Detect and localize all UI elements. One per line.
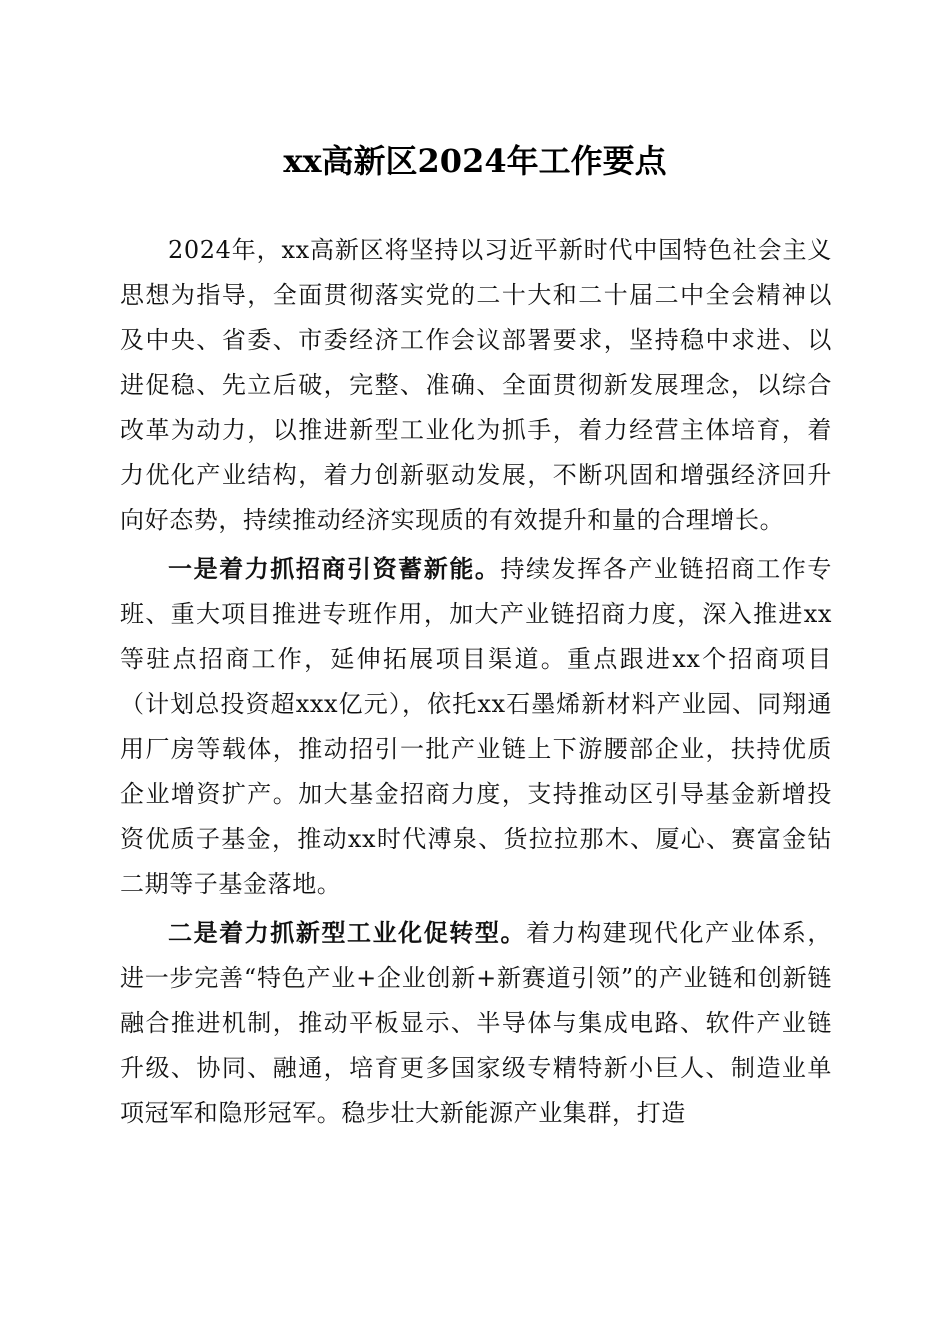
paragraph-lead: 一是着力抓招商引资蓄新能。	[168, 554, 501, 583]
paragraph-text: 2024年，xx高新区将坚持以习近平新时代中国特色社会主义思想为指导，全面贯彻落实党的二十大和二十届二中全会精神以及中央、省委、市委经济工作会议部署要求，坚持稳中求进、以进促稳、先立后破，完整、准确、全面贯彻新发展理念，以综合改革为动力，以推进新型工业化为抓手，着力经营主体培育，着力优化产业结构，着力创新驱动发展，不断巩固和增强经济回升向好态势，持续推动经济实现质的有效提升和量的合理增长。	[120, 236, 832, 534]
paragraph-investment	[120, 546, 832, 907]
document-body	[120, 228, 832, 1139]
document-title: xx高新区2024年工作要点	[283, 142, 667, 180]
paragraph-industrialization	[120, 910, 832, 1136]
paragraph-intro	[120, 228, 832, 543]
paragraph-text: 持续发挥各产业链招商工作专班、重大项目推进专班作用，加大产业链招商力度，深入推进xx等驻点招商工作，延伸拓展项目渠道。重点跟进xx个招商项目（计划总投资超xxx亿元），依托xx石墨烯新材料产业园、同翔通用厂房等载体，推动招引一批产业链上下游腰部企业，扶持优质企业增资扩产。加大基金招商力度，支持推动区引导基金新增投资优质子基金，推动xx时代溥泉、货拉拉那木、厦心、赛富金钻二期等子基金落地。	[120, 555, 832, 898]
paragraph-lead: 二是着力抓新型工业化促转型。	[168, 918, 527, 947]
paragraph-text: 着力构建现代化产业体系，进一步完善“特色产业+企业创新+新赛道引领”的产业链和创新链融合推进机制，推动平板显示、半导体与集成电路、软件产业链升级、协同、融通，培育更多国家级专精特新小巨人、制造业单项冠军和隐形冠军。稳步壮大新能源产业集群，打造	[120, 919, 832, 1127]
